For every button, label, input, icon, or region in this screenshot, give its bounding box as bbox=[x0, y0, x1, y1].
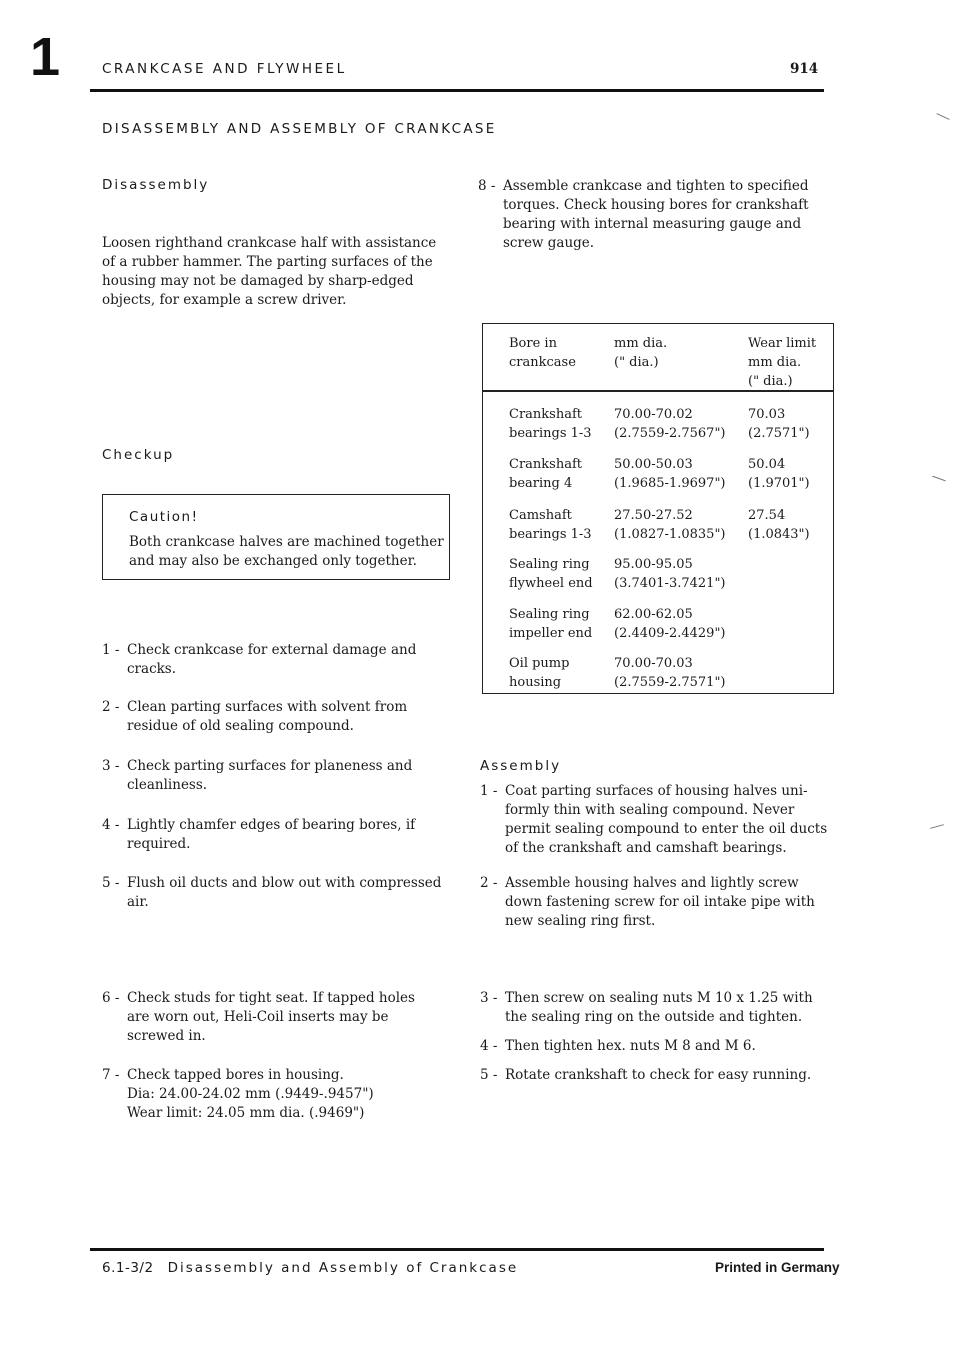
step-line: Then tighten hex. nuts M 8 and M 6. bbox=[505, 1038, 756, 1054]
footer-code: 6.1-3/2 bbox=[102, 1260, 154, 1276]
step-number: 5 - bbox=[102, 875, 120, 891]
caution-line: Both crankcase halves are machined together bbox=[129, 534, 444, 550]
step-line: Flush oil ducts and blow out with compressed bbox=[127, 875, 442, 891]
step-line: Check parting surfaces for planeness and bbox=[127, 758, 413, 774]
dia-value: 70.00-70.03 bbox=[614, 656, 693, 671]
step-line: Check crankcase for external damage and bbox=[127, 642, 417, 658]
step-number: 6 - bbox=[102, 990, 120, 1006]
caution-title: Caution! bbox=[129, 509, 199, 525]
step-line: torques. Check housing bores for crankshaft bbox=[503, 197, 809, 213]
table-row bbox=[509, 605, 592, 643]
disassembly-heading: Disassembly bbox=[102, 177, 210, 193]
scan-mark bbox=[936, 113, 949, 120]
step-line: Rotate crankshaft to check for easy running. bbox=[505, 1067, 812, 1083]
row-limit bbox=[748, 455, 810, 493]
header-line: (" dia.) bbox=[748, 374, 793, 389]
limit-value: (1.0843") bbox=[748, 527, 810, 542]
step-line: Check tapped bores in housing. bbox=[127, 1067, 344, 1083]
assembly-step-1 bbox=[480, 782, 850, 858]
step-number: 2 - bbox=[480, 875, 498, 891]
dia-value: (2.4409-2.4429") bbox=[614, 626, 726, 641]
limit-value: 27.54 bbox=[748, 508, 786, 523]
step-number: 1 - bbox=[480, 783, 498, 799]
row-name: Sealing ring bbox=[509, 607, 590, 622]
row-limit bbox=[748, 506, 810, 544]
step-line: down fastening screw for oil intake pipe with bbox=[505, 894, 815, 910]
limit-value: (1.9701") bbox=[748, 476, 810, 491]
assembly-step-4 bbox=[480, 1037, 850, 1056]
header-line: Bore in bbox=[509, 336, 557, 351]
header-limit bbox=[748, 334, 816, 391]
step-line: Dia: 24.00-24.02 mm (.9449-.9457") bbox=[127, 1086, 374, 1102]
step-line: Coat parting surfaces of housing halves uni- bbox=[505, 783, 808, 799]
row-dia bbox=[614, 506, 726, 544]
dia-value: (2.7559-2.7567") bbox=[614, 426, 726, 441]
scan-mark bbox=[930, 824, 944, 829]
dia-value: 70.00-70.02 bbox=[614, 407, 693, 422]
checkup-step-8 bbox=[478, 177, 838, 253]
step-number: 2 - bbox=[102, 699, 120, 715]
step-number: 8 - bbox=[478, 178, 496, 194]
paragraph-line: housing may not be damaged by sharp-edged bbox=[102, 273, 414, 289]
step-number: 4 - bbox=[102, 817, 120, 833]
table-row bbox=[509, 405, 592, 443]
header-line: mm dia. bbox=[748, 355, 802, 370]
row-dia bbox=[614, 455, 726, 493]
limit-value: (2.7571") bbox=[748, 426, 810, 441]
caution-box bbox=[102, 494, 450, 580]
page-number: 914 bbox=[790, 61, 819, 77]
step-line: Assemble housing halves and lightly screw bbox=[505, 875, 799, 891]
scan-mark bbox=[932, 476, 945, 482]
checkup-step-7 bbox=[102, 1066, 462, 1123]
step-line: Check studs for tight seat. If tapped holes bbox=[127, 990, 415, 1006]
row-name: bearing 4 bbox=[509, 476, 573, 491]
row-name: Crankshaft bbox=[509, 457, 582, 472]
assembly-step-2 bbox=[480, 874, 850, 931]
dia-value: 62.00-62.05 bbox=[614, 607, 693, 622]
row-name: bearings 1-3 bbox=[509, 527, 592, 542]
printed-label: Printed in Germany bbox=[715, 1260, 840, 1275]
header-title: CRANKCASE AND FLYWHEEL bbox=[102, 61, 347, 77]
row-dia bbox=[614, 555, 726, 593]
row-dia bbox=[614, 605, 726, 643]
row-name: Oil pump bbox=[509, 656, 570, 671]
dia-value: 95.00-95.05 bbox=[614, 557, 693, 572]
section-title: DISASSEMBLY AND ASSEMBLY OF CRANKCASE bbox=[102, 121, 497, 137]
limit-value: 50.04 bbox=[748, 457, 786, 472]
row-dia bbox=[614, 654, 726, 692]
checkup-heading: Checkup bbox=[102, 447, 175, 463]
step-line: Wear limit: 24.05 mm dia. (.9469") bbox=[127, 1105, 365, 1121]
step-line: residue of old sealing compound. bbox=[127, 718, 354, 734]
dia-value: 50.00-50.03 bbox=[614, 457, 693, 472]
row-limit bbox=[748, 405, 810, 443]
header-line: Wear limit bbox=[748, 336, 817, 351]
step-number: 1 - bbox=[102, 642, 120, 658]
header-rule bbox=[90, 89, 824, 92]
step-line: Lightly chamfer edges of bearing bores, if bbox=[127, 817, 416, 833]
step-number: 7 - bbox=[102, 1067, 120, 1083]
step-line: the sealing ring on the outside and tighten. bbox=[505, 1009, 803, 1025]
step-line: formly thin with sealing compound. Never bbox=[505, 802, 795, 818]
paragraph-line: Loosen righthand crankcase half with assistance bbox=[102, 235, 437, 251]
step-number: 3 - bbox=[480, 990, 498, 1006]
step-number: 4 - bbox=[480, 1038, 498, 1054]
step-line: Then screw on sealing nuts M 10 x 1.25 with bbox=[505, 990, 813, 1006]
checkup-step-3 bbox=[102, 757, 462, 795]
step-line: screwed in. bbox=[127, 1028, 206, 1044]
row-name: bearings 1-3 bbox=[509, 426, 592, 441]
header-line: (" dia.) bbox=[614, 355, 659, 370]
checkup-step-6 bbox=[102, 989, 462, 1046]
row-name: Sealing ring bbox=[509, 557, 590, 572]
row-name: flywheel end bbox=[509, 576, 593, 591]
table-row bbox=[509, 455, 582, 493]
row-dia bbox=[614, 405, 726, 443]
footer-left bbox=[102, 1260, 518, 1276]
step-line: Clean parting surfaces with solvent from bbox=[127, 699, 408, 715]
checkup-step-5 bbox=[102, 874, 462, 912]
step-line: air. bbox=[127, 894, 149, 910]
assembly-heading: Assembly bbox=[480, 758, 562, 774]
dia-value: (1.9685-1.9697") bbox=[614, 476, 726, 491]
step-line: permit sealing compound to enter the oil ducts bbox=[505, 821, 828, 837]
row-name: impeller end bbox=[509, 626, 593, 641]
dia-value: (3.7401-3.7421") bbox=[614, 576, 726, 591]
caution-body bbox=[129, 533, 449, 571]
step-line: cleanliness. bbox=[127, 777, 208, 793]
step-line: required. bbox=[127, 836, 191, 852]
table-row bbox=[509, 506, 592, 544]
caution-line: and may also be exchanged only together. bbox=[129, 553, 417, 569]
dia-value: 27.50-27.52 bbox=[614, 508, 693, 523]
checkup-step-4 bbox=[102, 816, 462, 854]
checkup-step-2 bbox=[102, 698, 462, 736]
table-row bbox=[509, 654, 569, 692]
limit-value: 70.03 bbox=[748, 407, 786, 422]
step-line: screw gauge. bbox=[503, 235, 595, 251]
footer-title: Disassembly and Assembly of Crankcase bbox=[167, 1260, 519, 1276]
table-row bbox=[509, 555, 593, 593]
checkup-step-1 bbox=[102, 641, 462, 679]
dia-value: (2.7559-2.7571") bbox=[614, 675, 726, 690]
step-line: Assemble crankcase and tighten to specified bbox=[503, 178, 809, 194]
paragraph-line: objects, for example a screw driver. bbox=[102, 292, 347, 308]
header-line: mm dia. bbox=[614, 336, 668, 351]
step-number: 3 - bbox=[102, 758, 120, 774]
footer-rule bbox=[90, 1248, 824, 1251]
disassembly-paragraph bbox=[102, 234, 452, 310]
dia-value: (1.0827-1.0835") bbox=[614, 527, 726, 542]
header-bore bbox=[509, 334, 576, 372]
header-dia bbox=[614, 334, 667, 372]
step-line: new sealing ring first. bbox=[505, 913, 656, 929]
step-line: are worn out, Heli-Coil inserts may be bbox=[127, 1009, 389, 1025]
header-line: crankcase bbox=[509, 355, 576, 370]
step-line: cracks. bbox=[127, 661, 177, 677]
step-number: 5 - bbox=[480, 1067, 498, 1083]
row-name: Camshaft bbox=[509, 508, 572, 523]
bore-table bbox=[482, 323, 834, 694]
paragraph-line: of a rubber hammer. The parting surfaces of the bbox=[102, 254, 433, 270]
row-name: housing bbox=[509, 675, 562, 690]
row-name: Crankshaft bbox=[509, 407, 582, 422]
assembly-step-5 bbox=[480, 1066, 850, 1085]
table-divider bbox=[483, 390, 833, 392]
step-line: of the crankshaft and camshaft bearings. bbox=[505, 840, 787, 856]
chapter-number: 1 bbox=[30, 27, 61, 87]
assembly-step-3 bbox=[480, 989, 850, 1027]
step-line: bearing with internal measuring gauge and bbox=[503, 216, 802, 232]
